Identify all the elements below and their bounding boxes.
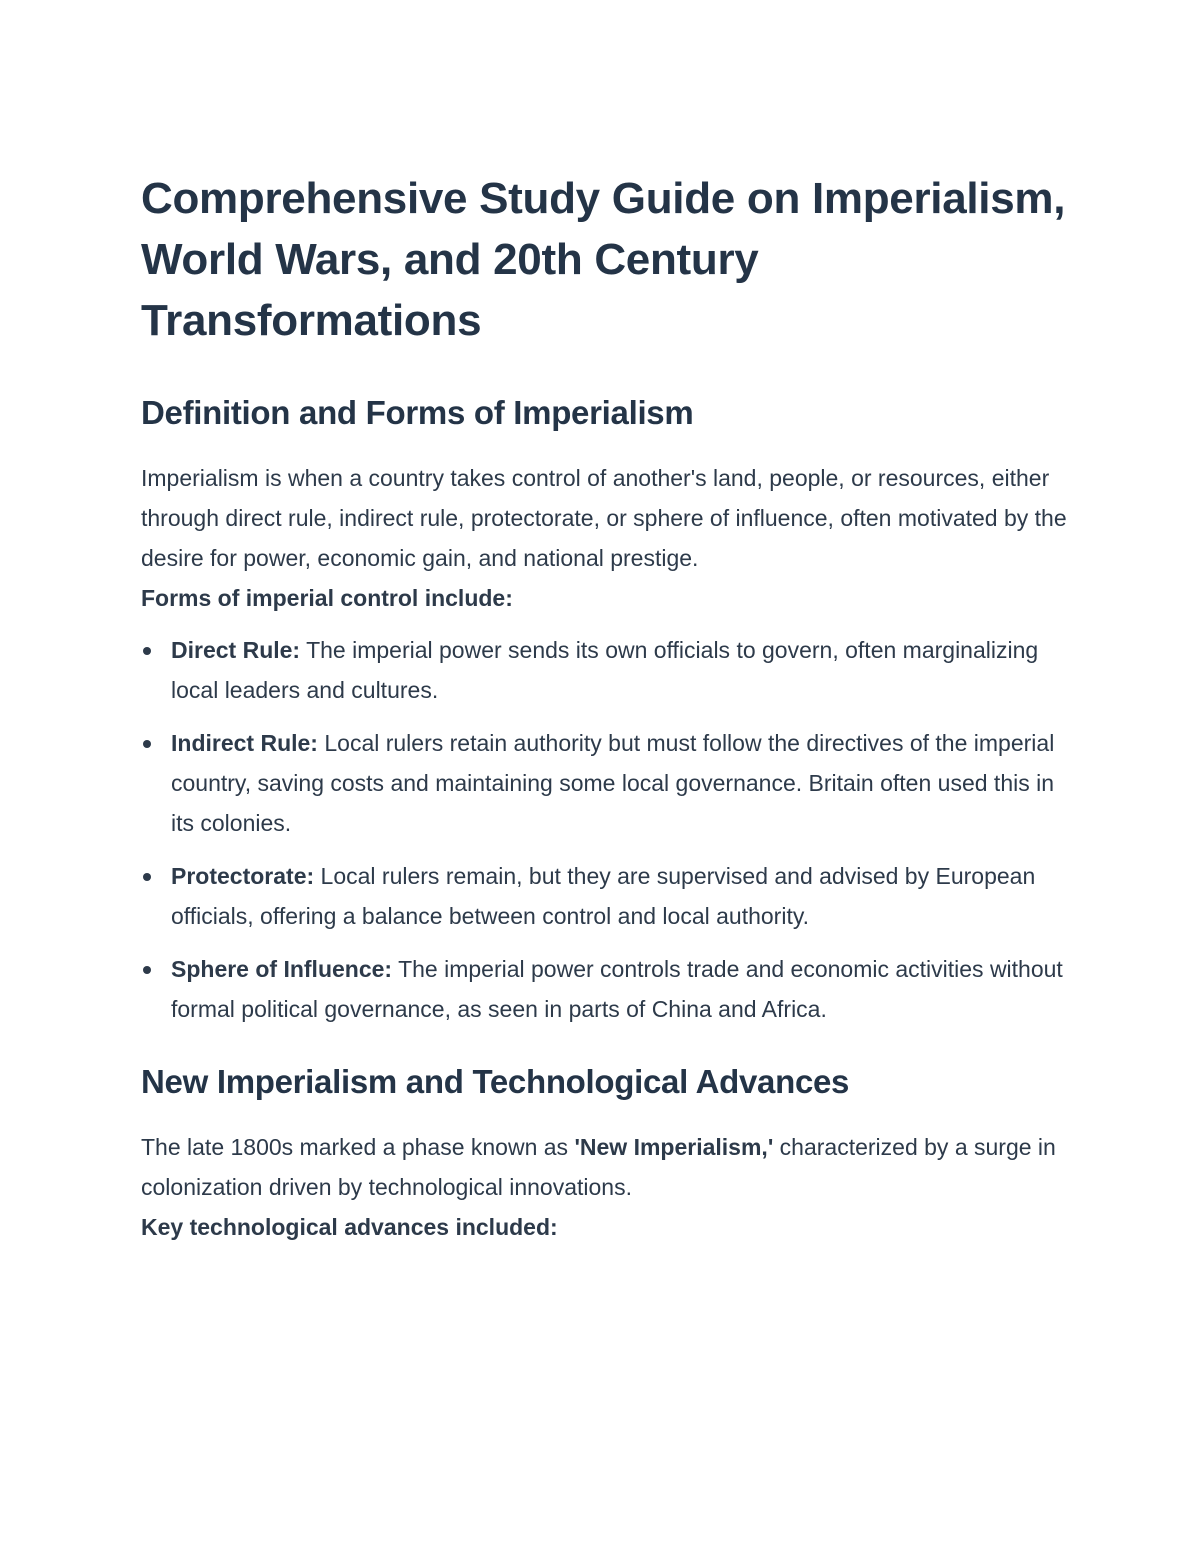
term-label: Direct Rule:: [171, 637, 301, 663]
bullet-icon: [143, 873, 151, 881]
list-item-direct-rule: [141, 630, 1071, 710]
document-page: [141, 168, 1071, 1247]
term-description: Local rulers retain authority but must follow the directives of the imperial country, saving costs and maintaining some local governance. Britain often used this in its colonies.: [171, 730, 1055, 836]
definition-paragraph: Imperialism is when a country takes control of another's land, people, or resources, either through direct rule, indirect rule, protectorate, or sphere of influence, often motivated by the desire for power, economic gain, and national prestige.: [141, 465, 1067, 571]
term-description: The imperial power controls trade and economic activities without formal political governance, as seen in parts of China and Africa.: [171, 956, 1063, 1022]
forms-list: [141, 630, 1071, 1029]
section-heading-definition: Definition and Forms of Imperialism: [141, 394, 694, 431]
document-title: Comprehensive Study Guide on Imperialism, World Wars, and 20th Century Transformations: [141, 174, 1066, 345]
term-label: Sphere of Influence:: [171, 956, 393, 982]
bullet-icon: [143, 740, 151, 748]
technological-advances-lead-text: Key technological advances included:: [141, 1214, 558, 1240]
term-description: The imperial power sends its own officials to govern, often marginalizing local leaders and cultures.: [171, 637, 1039, 703]
term-label: Indirect Rule:: [171, 730, 318, 756]
bullet-icon: [143, 647, 151, 655]
paragraph-text-start: The late 1800s marked a phase known as: [141, 1134, 575, 1160]
paragraph-text-end: characterized by a surge in colonization driven by technological innovations.: [141, 1134, 1056, 1200]
list-item-indirect-rule: [141, 723, 1071, 843]
term-description: Local rulers remain, but they are supervised and advised by European officials, offering a balance between control and local authority.: [171, 863, 1036, 929]
new-imperialism-paragraph: [141, 1127, 1071, 1207]
list-item-sphere-of-influence: [141, 949, 1071, 1029]
bullet-icon: [143, 966, 151, 974]
section-heading-new-imperialism: New Imperialism and Technological Advances: [141, 1063, 850, 1100]
new-imperialism-term: 'New Imperialism,': [574, 1134, 774, 1160]
term-label: Protectorate:: [171, 863, 315, 889]
forms-lead-text: Forms of imperial control include:: [141, 585, 513, 611]
list-item-protectorate: [141, 856, 1071, 936]
